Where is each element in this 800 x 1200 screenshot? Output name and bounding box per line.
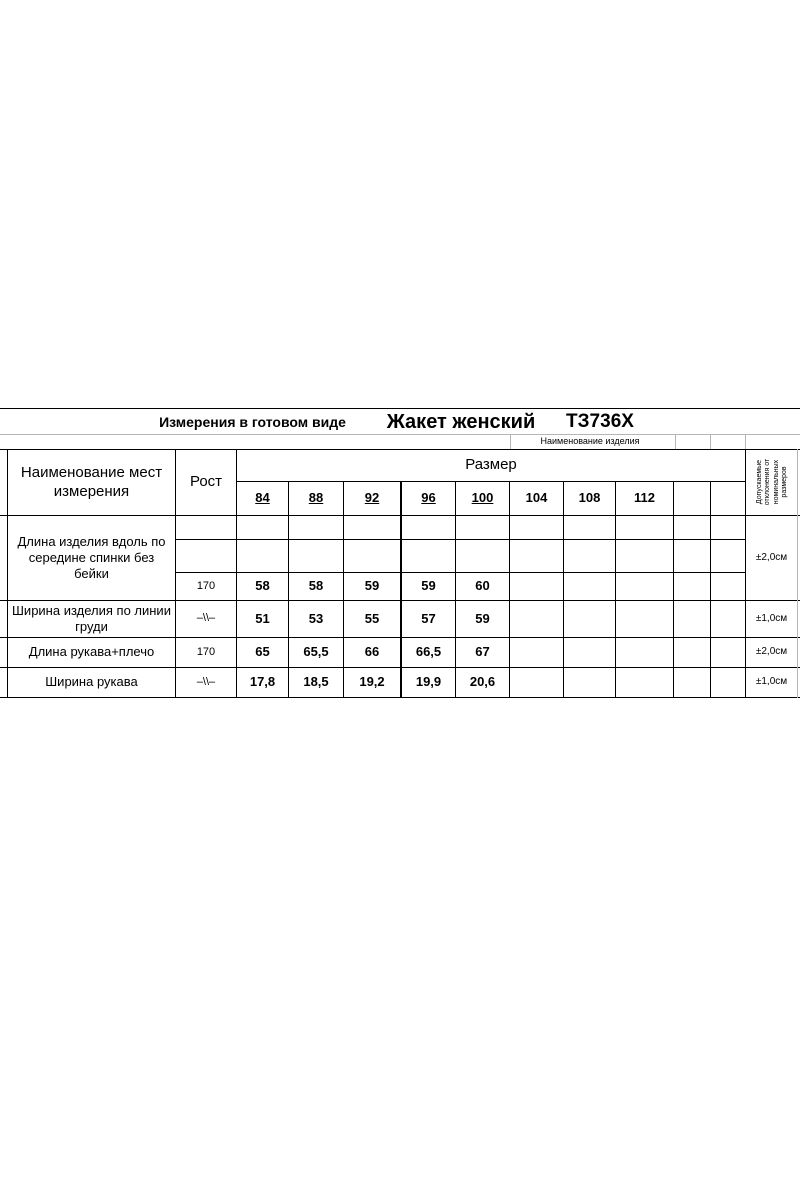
row-1-value-92: 59 [364, 578, 380, 594]
row-3-value-100: 67 [475, 644, 490, 660]
product-article: ТЗ736Х [566, 411, 634, 433]
measure-title: Измерения в готовом виде [159, 414, 346, 431]
row-2-value-88: 53 [308, 610, 324, 626]
row-2-height: –\\– [196, 612, 216, 625]
row-2-tolerance: ±1,0см [755, 612, 788, 624]
size-84: 84 [255, 490, 270, 506]
row-2-value-92: 55 [364, 610, 380, 626]
column-header-measurement-name: Наименование мест измерения [20, 463, 163, 500]
row-4-value-84: 17,8 [249, 674, 276, 690]
row-4-name: Ширина рукава [45, 674, 138, 690]
row-3-tolerance: ±2,0см [755, 646, 788, 658]
row-4-value-100: 20,6 [469, 674, 496, 690]
row-3-value-88: 65,5 [303, 644, 329, 660]
size-96: 96 [421, 490, 436, 506]
size-112: 112 [634, 490, 655, 506]
row-4-value-92: 19,2 [359, 674, 385, 690]
row-2-name: Ширина изделия по линии груди [12, 602, 171, 634]
size-104: 104 [525, 490, 548, 506]
row-3-value-92: 66 [364, 644, 380, 660]
row-3-height: 170 [196, 645, 216, 658]
size-88: 88 [308, 490, 324, 506]
row-1-value-88: 58 [308, 578, 324, 594]
row-4-tolerance: ±1,0см [755, 676, 788, 688]
row-2-value-100: 59 [475, 610, 490, 626]
row-3-value-96: 66,5 [415, 644, 442, 660]
product-caption: Наименование изделия [540, 436, 640, 447]
row-1-name: Длина изделия вдоль по середине спинки без бейки [17, 533, 166, 582]
row-4-height: –\\– [196, 675, 216, 688]
row-1-value-84: 58 [255, 578, 270, 594]
row-2-value-84: 51 [255, 610, 270, 626]
row-1-height: 170 [196, 579, 216, 592]
column-header-height: Рост [189, 473, 223, 491]
row-1-value-100: 60 [475, 578, 490, 594]
row-4-value-88: 18,5 [303, 674, 329, 690]
product-name: Жакет женский [386, 410, 536, 433]
column-header-tolerance: Допускаемые отклонения от номинальных размеров [756, 458, 789, 506]
column-header-size: Размер [465, 456, 517, 474]
size-92: 92 [364, 490, 380, 506]
row-1-value-96: 59 [421, 578, 436, 594]
size-100: 100 [471, 490, 494, 506]
row-3-value-84: 65 [255, 644, 270, 660]
title-divider [0, 434, 800, 435]
size-108: 108 [578, 490, 601, 506]
row-2-value-96: 57 [421, 610, 436, 626]
row-1-tolerance: ±2,0см [755, 551, 788, 563]
row-3-name: Длина рукава+плечо [28, 644, 155, 660]
row-4-value-96: 19,9 [415, 674, 442, 690]
